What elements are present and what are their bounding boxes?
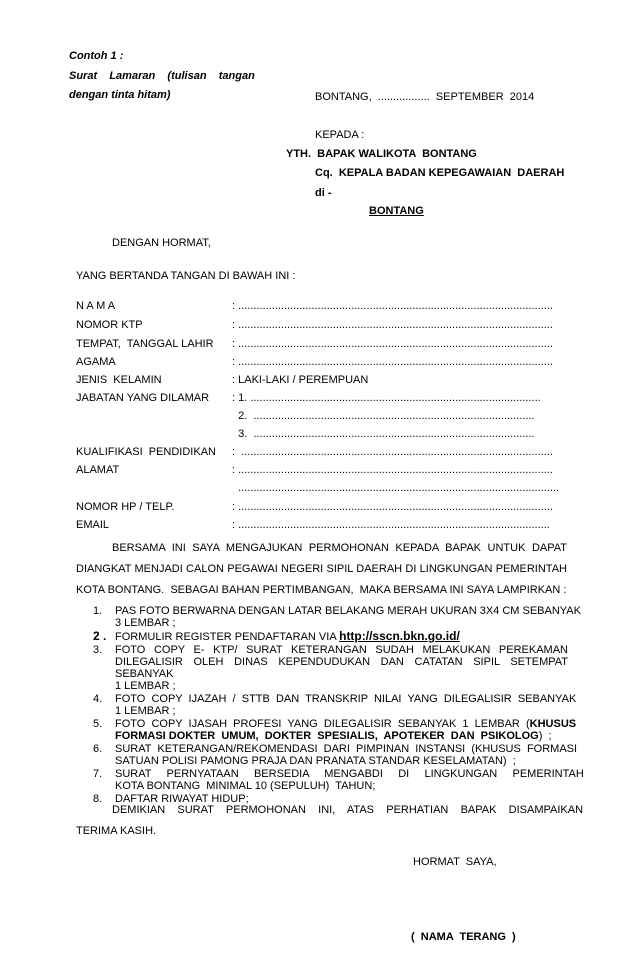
intro-line: YANG BERTANDA TANGAN DI BAWAH INI : [76,270,296,282]
field-row-birth [76,338,566,352]
field-label: JENIS KELAMIN [76,374,162,386]
signature-salutation: HORMAT SAYA, [413,856,497,868]
field-row-address [76,464,566,478]
field-label: KUALIFIKASI PENDIDIKAN [76,446,216,458]
field-value: : ....................................................................................................... [232,464,553,476]
list-item [93,768,584,792]
field-value: : ....................................................................................................... [232,319,553,331]
address-kepada: KEPADA : [315,129,365,141]
list-text-cont: 1 LEMBAR ; [115,705,176,717]
body-line1: BERSAMA INI SAYA MENGAJUKAN PERMOHONAN KEPADA BAPAK UNTUK DAPAT [112,542,567,554]
field-value: : ...................................................................................................... [232,446,553,458]
list-item [93,693,577,717]
list-number: 6. [93,743,103,755]
field-label: N A M A [76,300,116,312]
list-text: PAS FOTO BERWARNA DENGAN LATAR BELAKANG MERAH UKURAN 3X4 CM SEBANYAK [115,605,581,617]
field-value: : 1. ............................................................................................... [232,392,541,404]
list-item [93,644,568,692]
address-city: BONTANG [369,205,424,217]
field-row-address-2 [76,482,566,496]
list-number: 2 . [93,629,107,643]
list-text: ) ; [538,730,552,742]
field-value: : ....................................................................................................... [232,300,553,312]
field-value: : ...................................................................................................... [232,519,550,531]
list-text: SURAT PERNYATAAN BERSEDIA MENGABDI DI LINGKUNGAN PEMERINTAH [115,768,584,780]
list-number: 8. [93,793,103,805]
list-item [93,630,568,643]
field-value: 2. ............................................................................................ [232,410,535,422]
field-row-name [76,300,566,314]
list-number: 3. [93,644,103,656]
list-text-bold: FORMASI DOKTER UMUM, DOKTER SPESIALIS, APOTEKER DAN PSIKOLOG [115,730,539,742]
list-text: FOTO COPY E- KTP/ SURAT KETERANGAN SUDAH MELAKUKAN PEREKAMAN [115,644,568,656]
field-value: : ....................................................................................................... [232,338,553,350]
field-row-education [76,446,566,460]
list-text: SURAT KETERANGAN/REKOMENDASI DARI PIMPINAN INSTANSI (KHUSUS FORMASI [115,743,578,755]
list-number: 1. [93,605,103,617]
field-value: ......................................................................................................... [232,482,560,494]
field-row-position-3 [76,428,566,442]
field-label: AGAMA [76,356,116,368]
list-number: 7. [93,768,103,780]
list-text: FOTO COPY IJASAH PROFESI YANG DILEGALISIR SEBANYAK 1 LEMBAR ( [115,718,530,730]
list-text-cont: DILEGALISIR OLEH DINAS KEPENDUDUKAN DAN CATATAN SIPIL SETEMPAT SEBANYAK [115,656,568,680]
closing-line1: DEMIKIAN SURAT PERMOHONAN INI, ATAS PERHATIAN BAPAK DISAMPAIKAN [112,804,584,816]
example-description-line2: dengan tinta hitam) [69,89,171,101]
field-value: : ....................................................................................................... [232,501,553,513]
address-cq: Cq. KEPALA BADAN KEPEGAWAIAN DAERAH [315,167,565,179]
list-text-cont: KOTA BONTANG MINIMAL 10 (SEPULUH) TAHUN; [115,780,376,792]
field-row-email [76,519,566,533]
list-item [93,743,578,767]
address-recipient: YTH. BAPAK WALIKOTA BONTANG [286,148,477,160]
field-value: 3. ............................................................................................ [232,428,535,440]
field-label: ALAMAT [76,464,120,476]
field-value: : LAKI-LAKI / PEREMPUAN [232,374,369,386]
list-text-bold: KHUSUS [529,718,577,730]
field-label: NOMOR HP / TELP. [76,501,175,513]
example-description-line1: Surat Lamaran (tulisan tangan [69,70,255,82]
attachment-list [93,605,584,806]
signature-name: ( NAMA TERANG ) [411,931,516,943]
list-number: 5. [93,718,103,730]
field-row-ktp [76,319,566,333]
address-di: di - [315,187,332,199]
list-number: 4. [93,693,103,705]
closing-line2: TERIMA KASIH. [76,825,157,837]
list-text-cont: 3 LEMBAR ; [115,617,176,629]
example-label: Contoh 1 : [69,50,124,62]
date-line: BONTANG, ................. SEPTEMBER 2014 [315,91,535,103]
list-text: FORMULIR REGISTER PENDAFTARAN VIA [115,631,340,643]
list-item [93,718,577,742]
field-row-position-2 [76,410,566,424]
body-line3: KOTA BONTANG. SEBAGAI BAHAN PERTIMBANGAN, MAKA BERSAMA INI SAYA LAMPIRKAN : [76,584,567,596]
field-row-phone [76,501,566,515]
field-row-position [76,392,566,406]
body-line2: DIANGKAT MENJADI CALON PEGAWAI NEGERI SIPIL DAERAH DI LINGKUNGAN PEMERINTAH [76,563,567,575]
field-label: JABATAN YANG DILAMAR [76,392,210,404]
list-text: FOTO COPY IJAZAH / STTB DAN TRANSKRIP NILAI YANG DILEGALISIR SEBANYAK [115,693,577,705]
field-label: NOMOR KTP [76,319,143,331]
list-text: DAFTAR RIWAYAT HIDUP; [115,793,249,805]
registration-link[interactable]: http://sscn.bkn.go.id/ [339,629,460,643]
field-row-religion [76,356,566,370]
field-label: TEMPAT, TANGGAL LAHIR [76,338,214,350]
list-text-cont: SATUAN POLISI PAMONG PRAJA DAN PRANATA STANDAR KESELAMATAN) ; [115,755,516,767]
list-item [93,605,581,629]
field-row-gender [76,374,566,388]
field-label: EMAIL [76,519,110,531]
greeting: DENGAN HORMAT, [112,237,211,249]
field-value: : ....................................................................................................... [232,356,553,368]
list-text-cont: 1 LEMBAR ; [115,680,176,692]
